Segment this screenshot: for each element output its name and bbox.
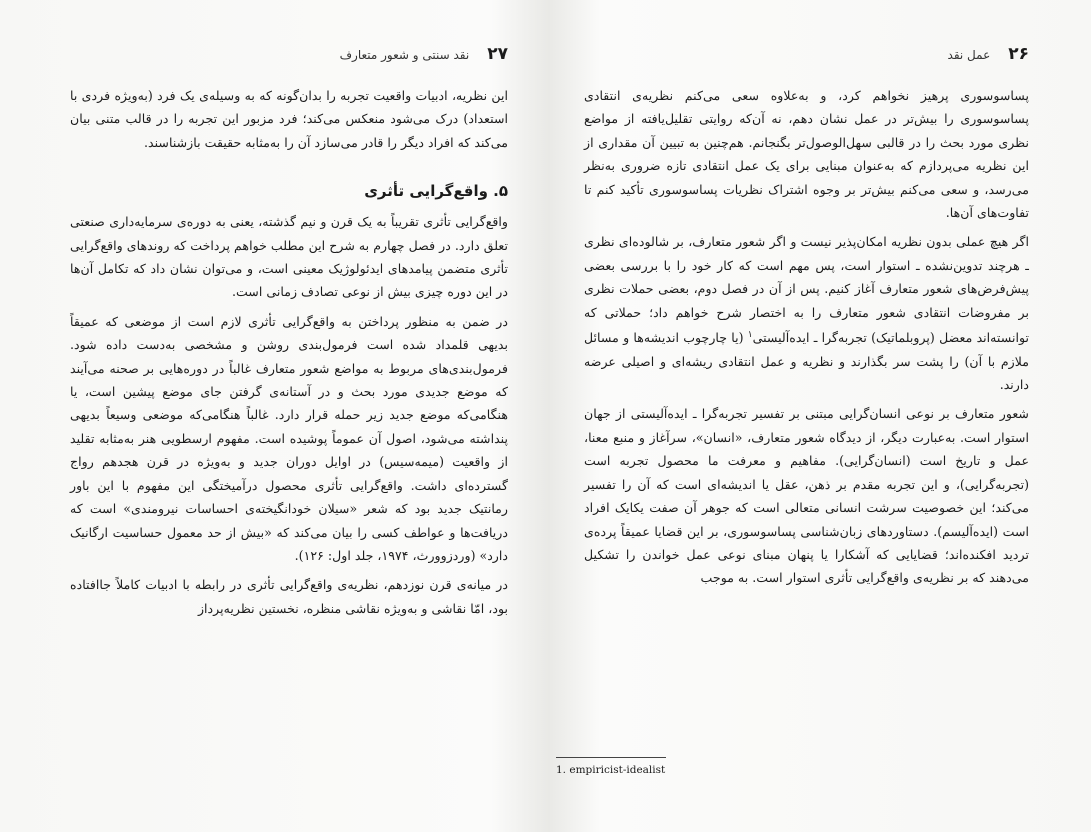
right-page-body: [584, 84, 1029, 590]
running-title: عمل نقد: [947, 48, 991, 62]
paragraph: پساسوسوری پرهیز نخواهم کرد، و به‌علاوه سعی می‌کنم نظریه‌ی انتقادی پساسوسوری را بیش‌تر در عمل نشان دهم، نه آن‌که روایتی تقلیل‌یافته از مواضع نظری مورد بحث را در قالبی سهل‌الوصول‌تر بگنجانم. هم‌چنین به تبیین آن مقداری از این نظریه می‌پردازم که به‌عنوان مبنایی برای یک عمل انتقادی تازه ضروری به‌نظر می‌رسد، و سعی می‌کنم بیش‌تر بر وجوه اشتراک نظریات پساسوسوری تأکید کنم تا تفاوت‌های آن‌ها.: [584, 88, 1029, 221]
section-heading: ۵. واقع‌گرایی تأثری: [364, 182, 508, 201]
footnote-rule: [556, 757, 666, 758]
paragraph: [584, 230, 1029, 396]
footnote: 1. empiricist-idealist: [556, 764, 666, 776]
paragraph: در ضمن به منظور پرداختن به واقع‌گرایی تأثری لازم است از موضعی که عمیقاً بدیهی قلمداد شده است فرمول‌بندی روشن و مشخصی به‌دست داده شود. فرمول‌بندی‌های مربوط به مواضع شعور متعارف غالباً در دوره‌هایی بر صحنه می‌آیند که موضع جدیدی مورد بحث و در آستانه‌ی گرفتن جای موضع پیشین است، یا هنگامی‌که موضع جدید زیر حمله قرار دارد. غالباً هنگامی‌که موضعی وسیعاً بدیهی پنداشته می‌شود، اصول آن عموماً پوشیده است. مفهوم ارسطویی هنر به‌مثابه تقلید از واقعیت (میمه‌سیس) در اوایل دوران جدید و به‌ویژه در قرن هجدهم رواج گسترده‌ای داشت. واقع‌گرایی تأثری محصول درآمیختگی این مفهوم با این باور رمانتیک جدید بود که شعر «سیلان خودانگیخته‌ی احساسات نیرومندی» است که دریافت‌ها و عواطف کسی را بیان می‌کند که «بیش از حد معمول حساسیت ارگانیک دارد» (وردزوورث، ۱۹۷۴، جلد اول: ۱۲۶).: [70, 313, 508, 563]
paragraph: در میانه‌ی قرن نوزدهم، نظریه‌ی واقع‌گرایی تأثری در رابطه با ادبیات کاملاً جاافتاده بود، امّا نقاشی و به‌ویژه نقاشی منظره، نخستین نظریه‌پرداز: [70, 577, 508, 616]
paragraph: این نظریه، ادبیات واقعیت تجربه را بدان‌گونه که به وسیله‌ی یک فرد (به‌ویژه فردی با استعداد) درک می‌شود منعکس می‌کند؛ فرد مزبور این تجربه را در قالب متنی بیان می‌کند که افراد دیگر را قادر می‌سازد آن را به‌مثابه حقیقت بازشناسند.: [70, 88, 508, 150]
page-number: ۲۷: [487, 44, 508, 64]
paragraph: واقع‌گرایی تأثری تقریباً به یک قرن و نیم گذشته، یعنی به دوره‌ی سرمایه‌داری صنعتی تعلق دارد. در فصل چهارم به شرح این مطلب خواهم پرداخت که روندهای واقع‌گرایی تأثری متضمن پیامدهای ایدئولوژیک معینی است، و می‌توان نشان داد که تکامل آن‌ها در این دوره چیزی بیش از نوعی تصادف زمانی است.: [70, 214, 508, 300]
footnote-marker: ۱: [747, 330, 753, 341]
paragraph-text: اگر هیچ عملی بدون نظریه امکان‌پذیر نیست و اگر شعور متعارف، بر شالوده‌ای نظری ـ هرچند تدوین‌نشده ـ استوار است، پس مهم است که کار خود را با بررسی بعضی پیش‌فرض‌های شعور متعارف آغاز کنیم. پس از آن در فصل دوم، بعضی حملات نظری بر مفروضات انتقادی شعور متعارف را به اختصار شرح خواهم داد؛ حملاتی که توانسته‌اند معضل (پروبلماتیک) تجربه‌گرا ـ ایده‌آلیستی: [584, 234, 1029, 346]
running-title: نقد سنتی و شعور متعارف: [339, 48, 470, 62]
page-number: ۲۶: [1008, 44, 1029, 64]
left-page-header: [70, 44, 508, 70]
right-page-header: [584, 44, 1029, 70]
footnote-area: [556, 757, 706, 776]
right-page: [546, 0, 1091, 832]
left-page-body: [70, 84, 508, 620]
paragraph: شعور متعارف بر نوعی انسان‌گرایی مبتنی بر تفسیر تجربه‌گرا ـ ایده‌آلیستی از جهان استوار است. به‌عبارت دیگر، از دیدگاه شعور متعارف، «انسان»، سرآغاز و منبع معنا، عمل و تاریخ است (انسان‌گرایی). مفاهیم و معرفت ما محصول تجربه است (تجربه‌گرایی)، و این تجربه مقدم بر ذهن، عقل یا اندیشه‌ای است که آن را تفسیر می‌کند؛ این خصوصیت سرشت انسانی متعالی است که جوهر آن صفت یکایک افراد است (ایده‌آلیسم). دستاوردهای زبان‌شناسی پساسوسوری، بر این قضایا عمیقاً پرده‌ی تردید افکنده‌اند؛ قضایایی که آشکارا یا پنهان مبنای نوعی عمل خواندن را تشکیل می‌دهند که بر نظریه‌ی واقع‌گرایی تأثری استوار است. به موجب: [584, 406, 1029, 586]
paragraph-text: (یا چارچوب اندیشه‌ها و مسائل ملازم با آن) را پشت سر بگذارند و نظریه و عمل انتقادی ریشه‌ای و اصیلی عرضه دارند.: [584, 330, 1029, 393]
